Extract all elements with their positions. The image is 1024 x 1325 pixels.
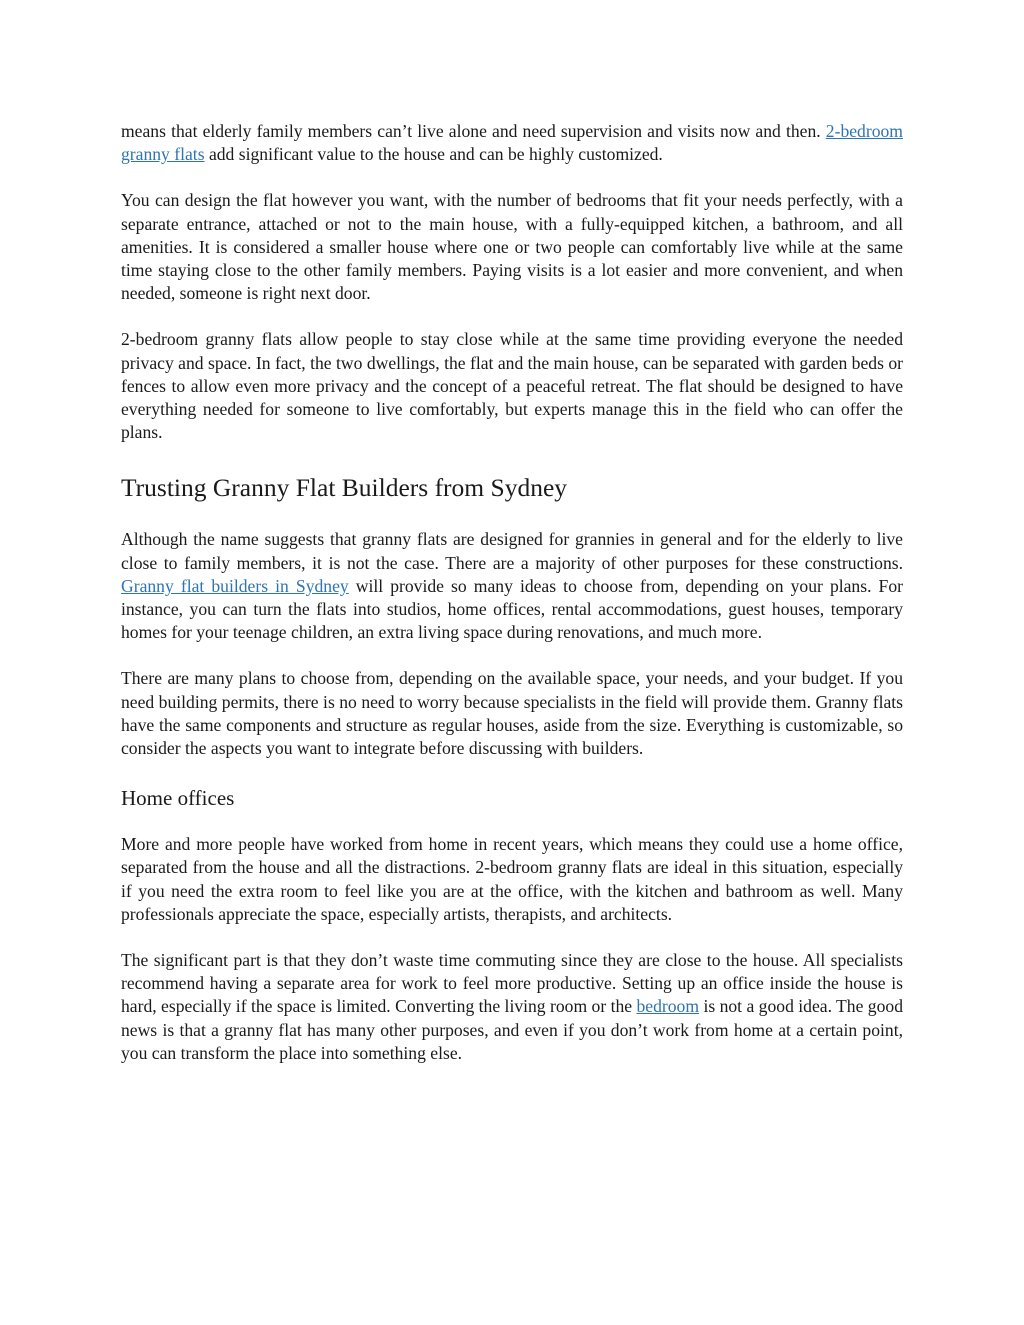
paragraph-7 [121,949,903,1065]
heading-home-offices: Home offices [121,786,235,811]
paragraph-4-text-b: will provide so many ideas to choose from, depending on your plans. For instance, you can turn the flats into studios, home offices, rental accommodations, guest houses, temporary homes for your teenage children, an extra living space during renovations, and much more. [121,575,903,643]
paragraph-3: 2-bedroom granny flats allow people to stay close while at the same time providing everyone the needed privacy and space. In fact, the two dwellings, the flat and the main house, can be separated with garden beds or fences to allow even more privacy and the concept of a peaceful retreat. The flat should be designed to have everything needed for someone to live comfortably, but experts manage this in the field who can offer the plans. [121,329,903,443]
paragraph-4-text-a: Although the name suggests that granny flats are designed for grannies in general and for the elderly to live close to family members, it is not the case. There are a majority of other purposes for these constructions. [121,529,903,573]
paragraph-1-text-b: add significant value to the house and can be highly customized. [204,144,663,165]
paragraph-7-text-a: The significant part is that they don’t waste time commuting since they are close to the house. All specialists recommend having a separate area for work to feel more productive. Setting up an office inside the house is hard, especially if the space is limited. Converting the living room or the [121,950,903,1017]
paragraph-6: More and more people have worked from home in recent years, which means they could use a home office, separated from the house and all the distractions. 2-bedroom granny flats are ideal in this situation, especially if you need the extra room to feel like you are at the office, with the kitchen and bathroom as well. Many professionals appreciate the space, especially artists, therapists, and architects. [121,834,903,924]
document-page [121,120,903,1088]
paragraph-4 [121,528,903,644]
paragraph-2: You can design the flat however you want, with the number of bedrooms that fit your needs perfectly, with a separate entrance, attached or not to the main house, with a fully-equipped kitchen, a bathroom, and all amenities. It is considered a smaller house where one or two people can comfortably live while at the same time staying close to the other family members. Paying visits is a lot easier and more convenient, and when needed, someone is right next door. [121,190,903,304]
heading-trusting-granny-flat-builders: Trusting Granny Flat Builders from Sydney [121,473,568,503]
link-granny-flat-builders-sydney[interactable]: Granny flat builders in Sydney [121,575,349,596]
link-2-bedroom-granny-flats[interactable]: 2-bedroom granny flats [121,121,903,165]
paragraph-1-text-a: means that elderly family members can’t live alone and need supervision and visits now and then. [121,121,826,141]
paragraph-7-text-b: is not a good idea. The good news is that a granny flat has many other purposes, and even if you don’t work from home at a certain point, you can transform the place into something else. [121,996,903,1063]
paragraph-5: There are many plans to choose from, depending on the available space, your needs, and your budget. If you need building permits, there is no need to worry because specialists in the field will provide them. Granny flats have the same components and structure as regular houses, aside from the size. Everything is customizable, so consider the aspects you want to integrate before discussing with builders. [121,668,903,759]
paragraph-1 [121,120,903,166]
link-bedroom[interactable]: bedroom [636,996,700,1017]
